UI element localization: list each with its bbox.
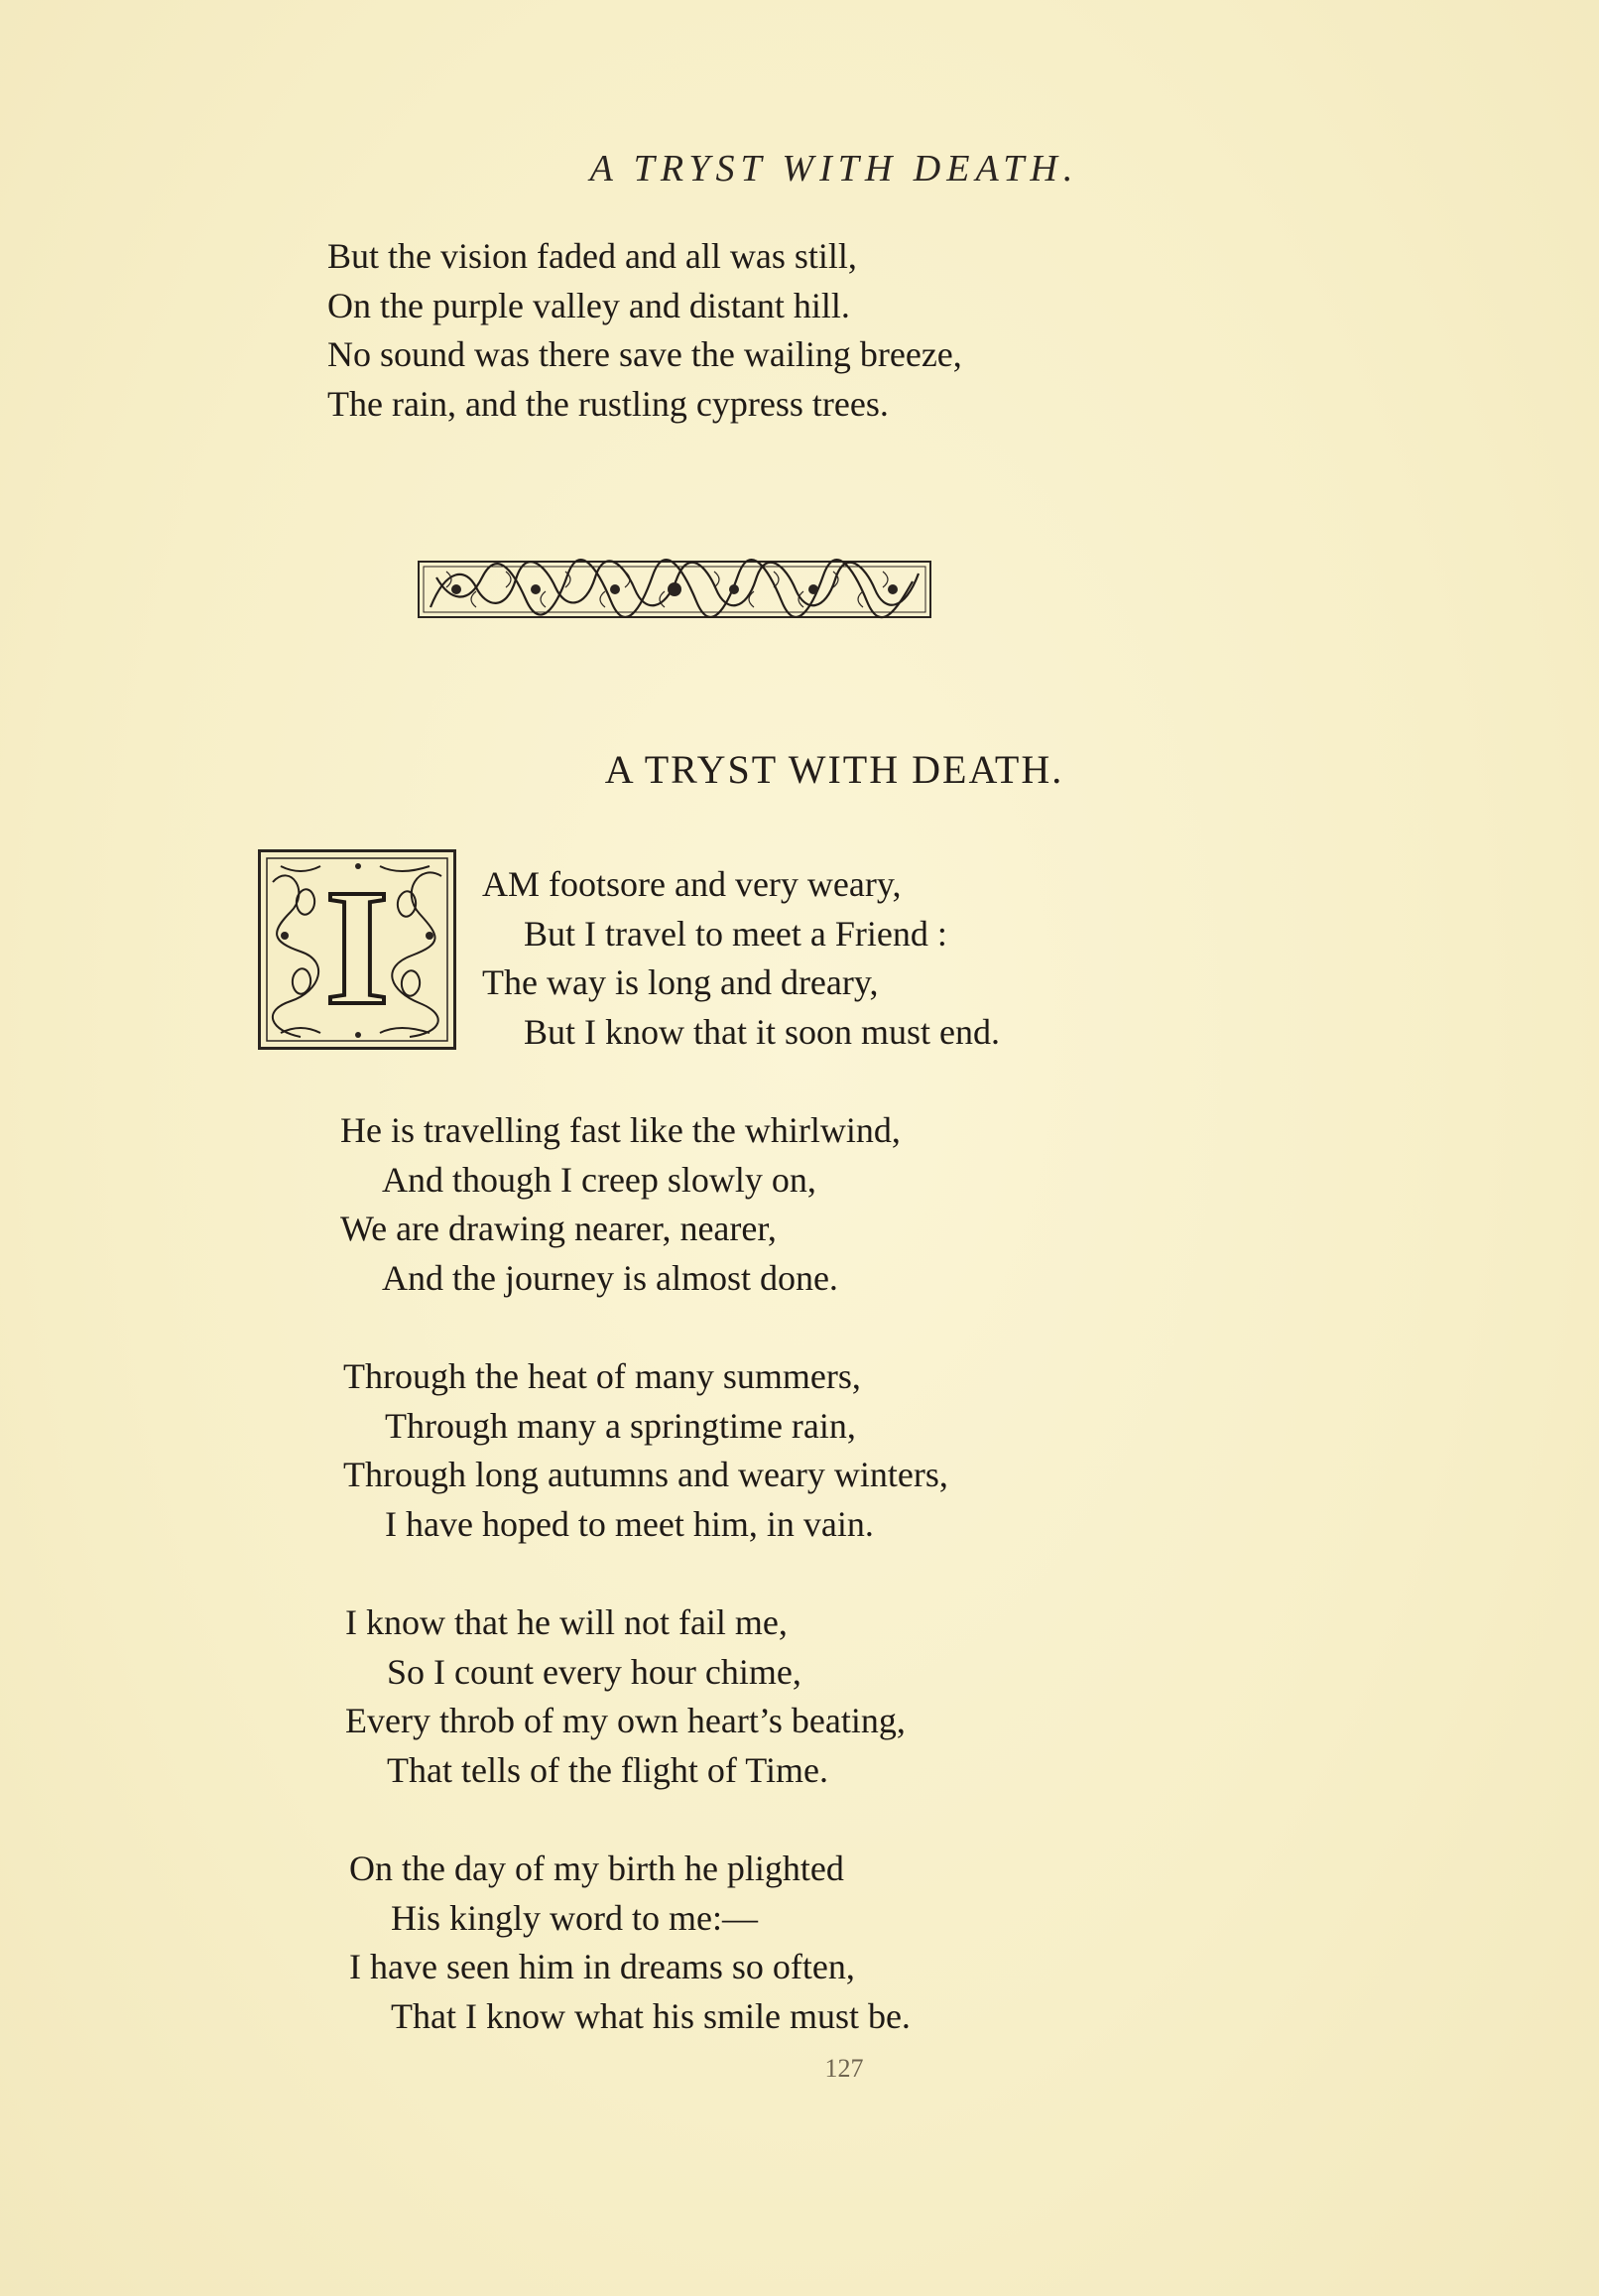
poem-stanza-1 (482, 860, 1000, 1057)
scrollwork-ornament-icon (417, 558, 932, 621)
poem-line: I have hoped to meet him, in vain. (385, 1503, 874, 1544)
page-number: 127 (824, 2054, 864, 2083)
poem-line: The way is long and dreary, (482, 962, 879, 1002)
poem-line: That tells of the flight of Time. (387, 1749, 828, 1790)
poem-stanza-2 (340, 1106, 901, 1303)
poem-line: No sound was there save the wailing breeze, (327, 334, 962, 374)
poem-line: On the purple valley and distant hill. (327, 285, 850, 325)
poem-title: A TRYST WITH DEATH. (604, 747, 1064, 792)
poem-line: He is travelling fast like the whirlwind, (340, 1110, 901, 1150)
poem-line: And though I creep slowly on, (382, 1159, 816, 1200)
poem-line: I know that he will not fail me, (345, 1602, 788, 1642)
poem-line: And the journey is almost done. (382, 1257, 838, 1298)
poem-line: His kingly word to me:— (391, 1897, 758, 1938)
poem-line: The rain, and the rustling cypress trees. (327, 383, 889, 424)
poem-line: Through long autumns and weary winters, (343, 1455, 948, 1494)
poem-line: On the day of my birth he plighted (349, 1849, 844, 1888)
poem-line: So I count every hour chime, (387, 1651, 801, 1692)
poem-stanza-4 (345, 1598, 906, 1795)
drop-cap-letter: I (324, 855, 390, 1040)
poem-line: Every throb of my own heart’s beating, (345, 1701, 906, 1740)
poem-stanza-5 (349, 1845, 911, 2041)
poem-line: That I know what his smile must be. (391, 1995, 911, 2036)
poem-line: We are drawing nearer, nearer, (340, 1209, 777, 1248)
poem-stanza-3 (343, 1352, 948, 1549)
poem-line: But I know that it soon must end. (524, 1011, 1000, 1052)
running-head: A TRYST WITH DEATH. (589, 148, 1079, 190)
drop-cap (258, 849, 456, 1050)
poem-line: But the vision faded and all was still, (327, 236, 857, 276)
poem-line: AM footsore and very weary, (482, 864, 902, 904)
poem-line: But I travel to meet a Friend : (524, 913, 947, 954)
previous-poem-stanza (327, 232, 962, 429)
poem-line: Through many a springtime rain, (385, 1405, 856, 1446)
poem-line: I have seen him in dreams so often, (349, 1947, 855, 1986)
poem-line: Through the heat of many summers, (343, 1356, 861, 1396)
